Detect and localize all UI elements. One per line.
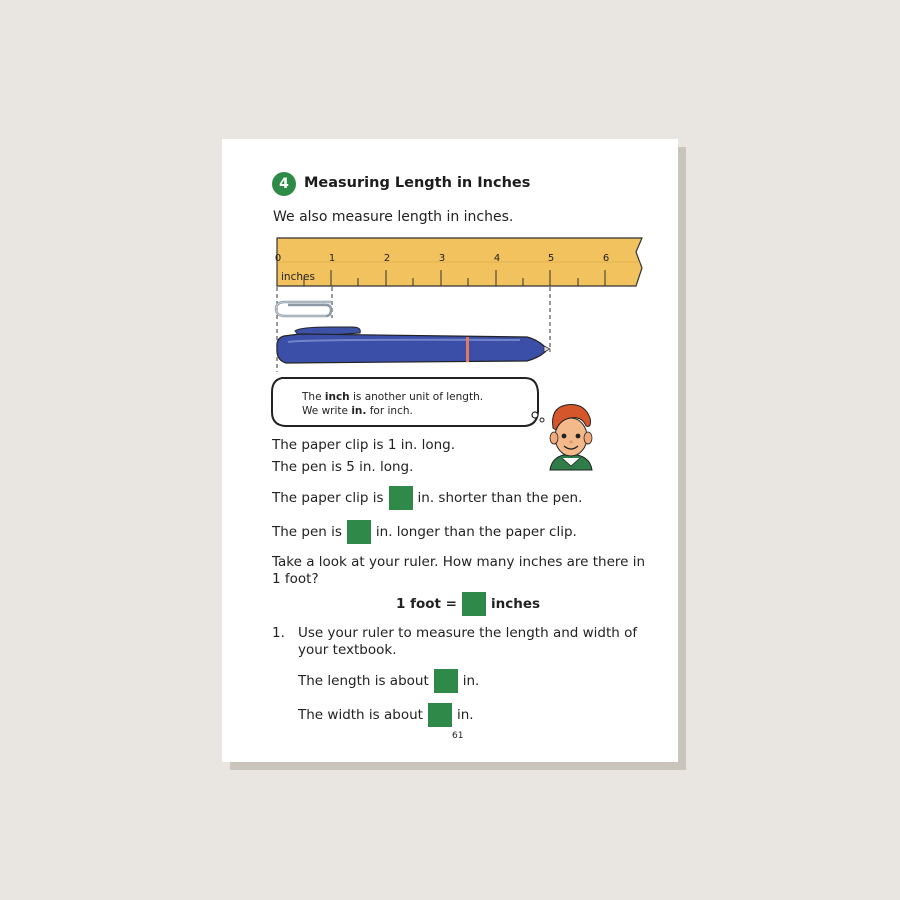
ruler-question-line-1: Take a look at your ruler. How many inches are there in	[272, 554, 646, 570]
exercise-number: 1.	[272, 625, 285, 641]
page-number: 61	[452, 731, 464, 741]
answer-box[interactable]	[434, 669, 458, 693]
section-number-badge: 4	[272, 172, 296, 196]
intro-text: We also measure length in inches.	[273, 209, 514, 225]
width-answer-line: The width is about in.	[298, 703, 474, 727]
pen-icon	[277, 327, 550, 363]
question-longer: The pen is in. longer than the paper clip.	[272, 520, 577, 544]
ruler-tick-label: 1	[328, 253, 336, 264]
answer-box[interactable]	[462, 592, 486, 616]
ruler-unit-label: inches	[281, 271, 315, 283]
ruler-tick-label: 2	[383, 253, 391, 264]
ruler-tick-label: 6	[602, 253, 610, 264]
question-shorter: The paper clip is in. shorter than the pen.	[272, 486, 582, 510]
section-title: Measuring Length in Inches	[304, 175, 531, 191]
pen-length-statement: The pen is 5 in. long.	[272, 459, 414, 475]
bubble-text	[302, 390, 483, 418]
foot-equation: 1 foot = inches	[396, 592, 540, 616]
ruler-tick-label: 0	[274, 253, 282, 264]
paper-clip-icon	[276, 302, 331, 316]
ruler-question-line-2: 1 foot?	[272, 571, 319, 587]
clip-length-statement: The paper clip is 1 in. long.	[272, 437, 456, 453]
answer-box[interactable]	[428, 703, 452, 727]
boy-character-icon	[550, 405, 592, 470]
answer-box[interactable]	[389, 486, 413, 510]
exercise-line-1: Use your ruler to measure the length and width of	[298, 625, 638, 641]
answer-box[interactable]	[347, 520, 371, 544]
bubble-line-1: The inch is another unit of length.	[302, 391, 484, 403]
ruler-tick-label: 3	[438, 253, 446, 264]
length-answer-line: The length is about in.	[298, 669, 479, 693]
ruler-tick-label: 4	[493, 253, 501, 264]
exercise-line-2: your textbook.	[298, 642, 397, 658]
ruler-tick-label: 5	[547, 253, 555, 264]
bubble-line-2: We write in. for inch.	[302, 405, 413, 417]
